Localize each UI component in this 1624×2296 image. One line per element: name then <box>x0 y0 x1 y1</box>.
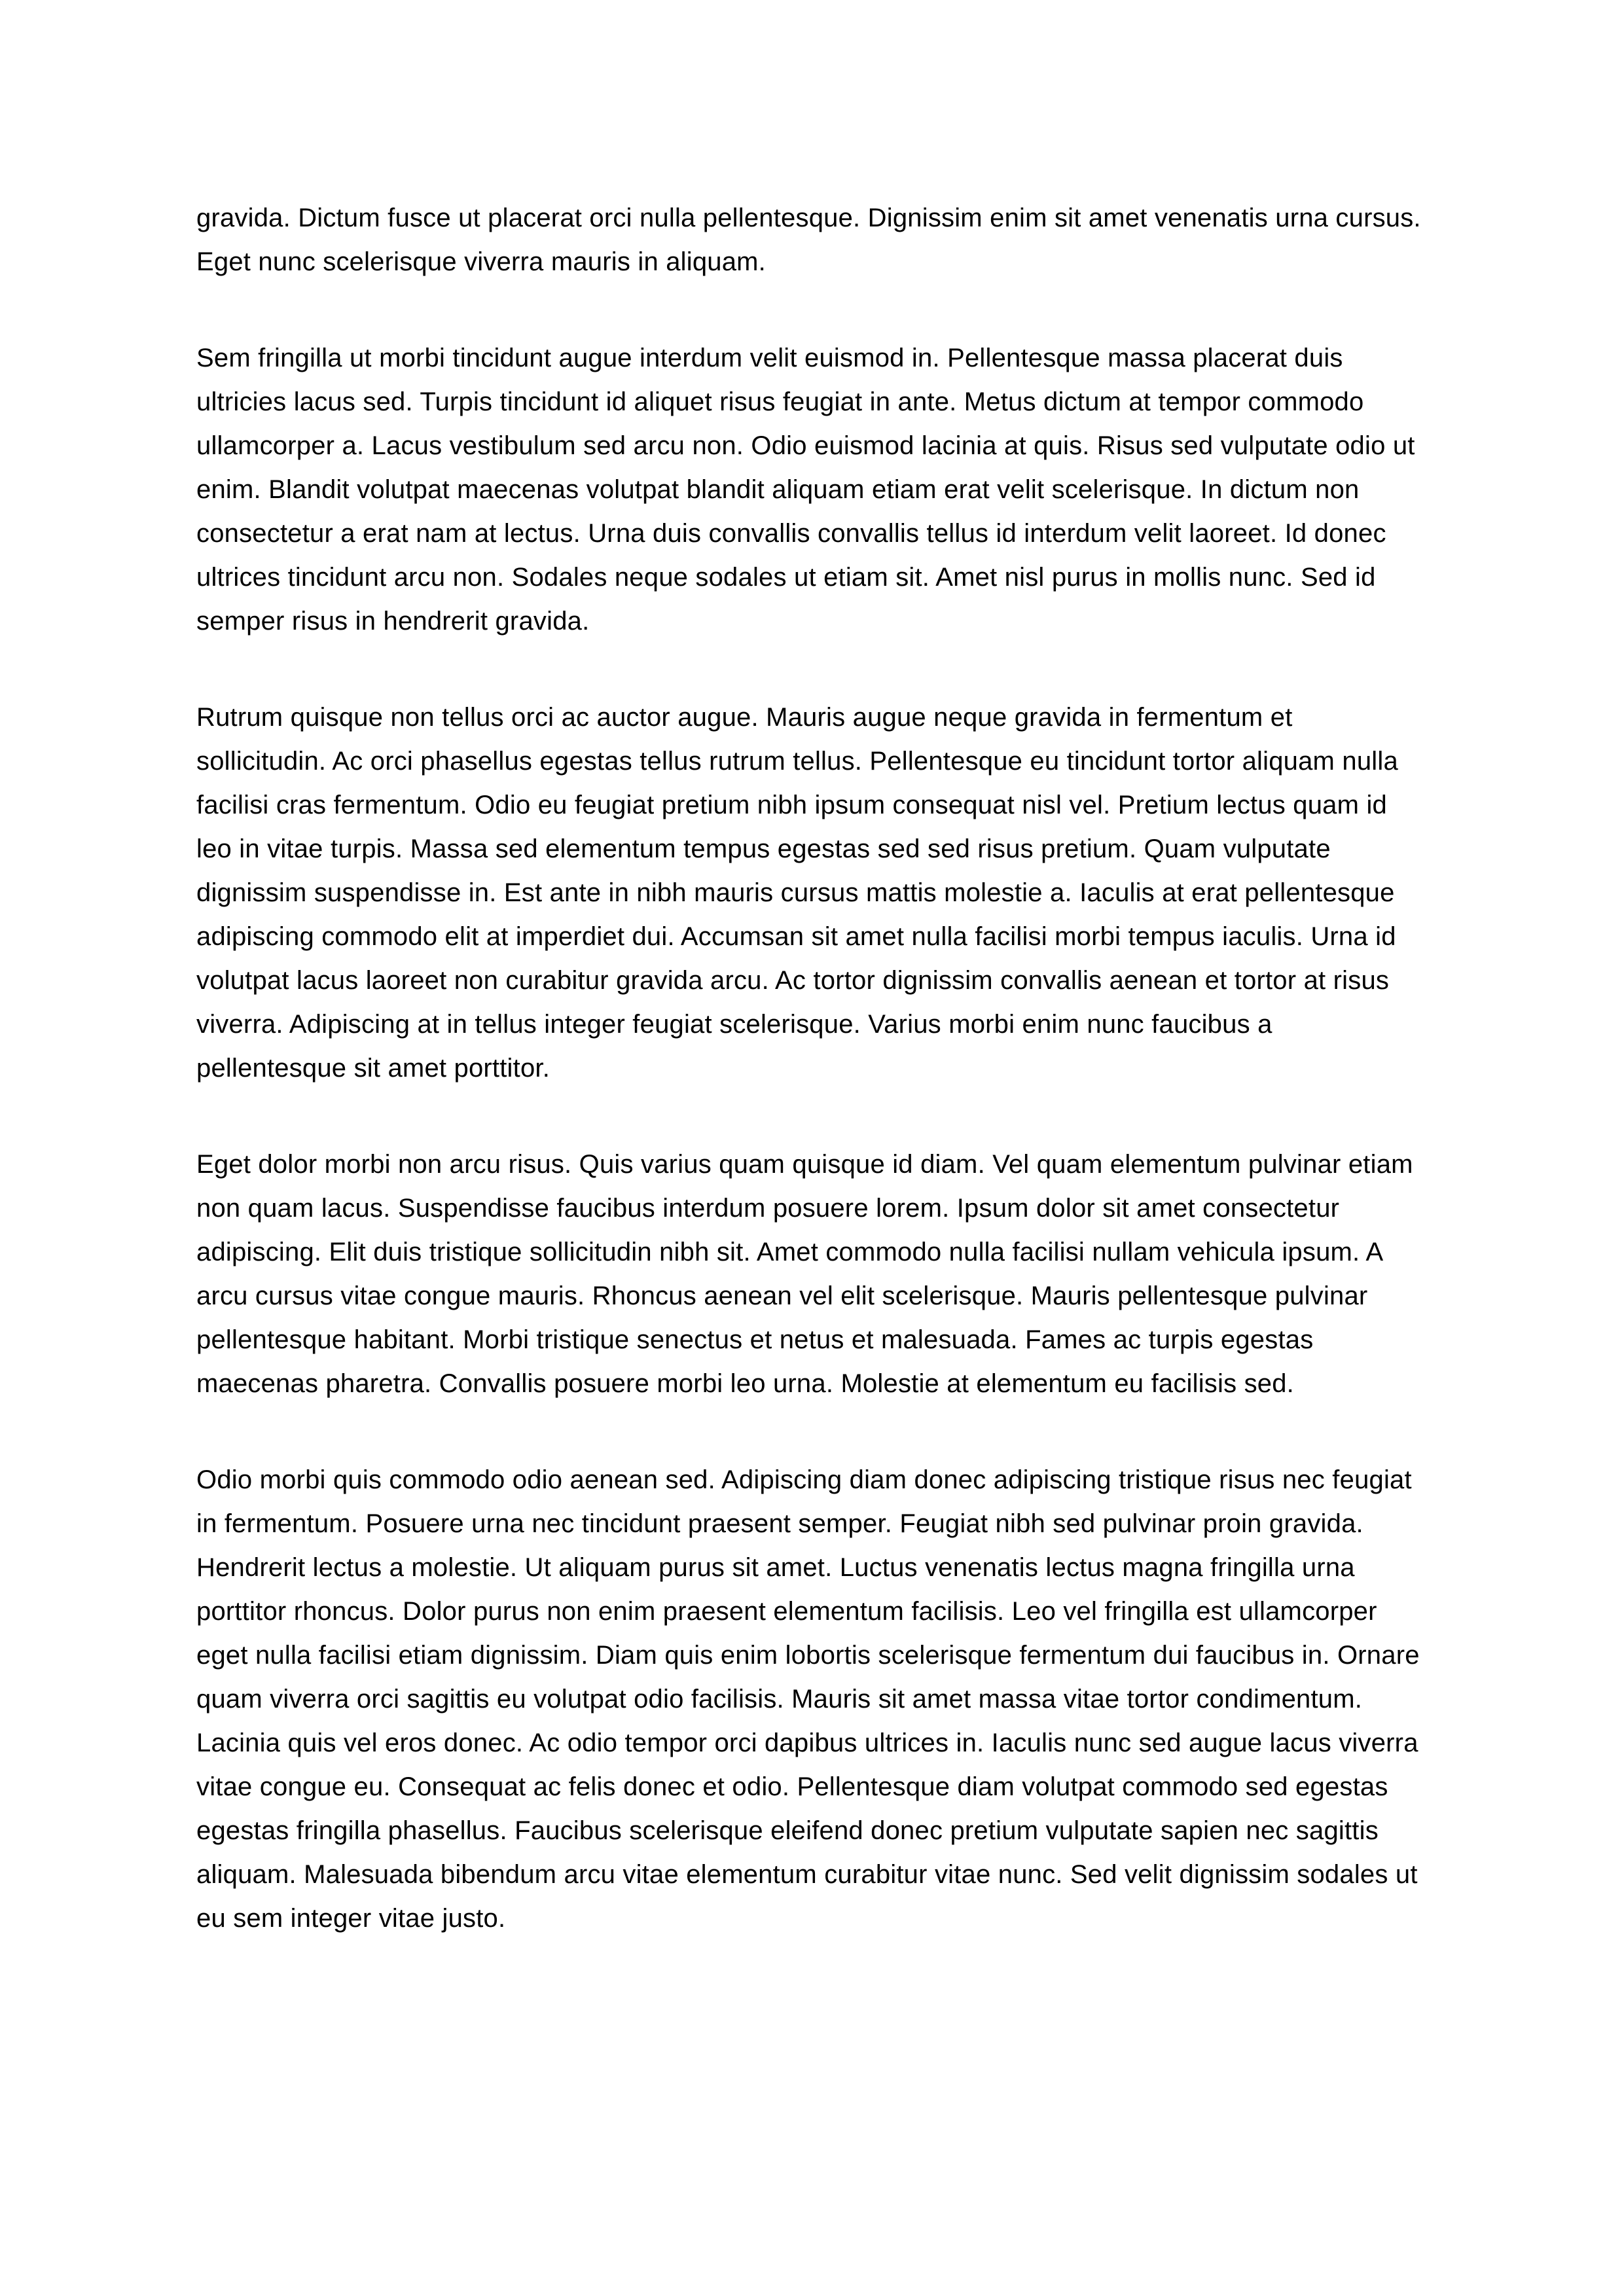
paragraph: Rutrum quisque non tellus orci ac auctor augue. Mauris augue neque gravida in fermentum et sollicitudin. Ac orci phasellus egestas tellus rutrum tellus. Pellentesque eu tincidunt tortor aliquam nulla facilisi cras fermentum. Odio eu feugiat pretium nibh ipsum consequat nisl vel. Pretium lectus quam id leo in vitae turpis. Massa sed elementum tempus egestas sed sed risus pretium. Quam vulputate dignissim suspendisse in. Est ante in nibh mauris cursus mattis molestie a. Iaculis at erat pellentesque adipiscing commodo elit at imperdiet dui. Accumsan sit amet nulla facilisi morbi tempus iaculis. Urna id volutpat lacus laoreet non curabitur gravida arcu. Ac tortor dignissim convallis aenean et tortor at risus viverra. Adipiscing at in tellus integer feugiat scelerisque. Varius morbi enim nunc faucibus a pellentesque sit amet porttitor. <box>196 703 1398 1083</box>
document-body <box>196 196 1427 1941</box>
paragraph: Eget dolor morbi non arcu risus. Quis varius quam quisque id diam. Vel quam elementum pulvinar etiam non quam lacus. Suspendisse faucibus interdum posuere lorem. Ipsum dolor sit amet consectetur adipiscing. Elit duis tristique sollicitudin nibh sit. Amet commodo nulla facilisi nullam vehicula ipsum. A arcu cursus vitae congue mauris. Rhoncus aenean vel elit scelerisque. Mauris pellentesque pulvinar pellentesque habitant. Morbi tristique senectus et netus et malesuada. Fames ac turpis egestas maecenas pharetra. Convallis posuere morbi leo urna. Molestie at elementum eu facilisis sed. <box>196 1150 1413 1398</box>
paragraph: Odio morbi quis commodo odio aenean sed. Adipiscing diam donec adipiscing tristique risus nec feugiat in fermentum. Posuere urna nec tincidunt praesent semper. Feugiat nibh sed pulvinar proin gravida. Hendrerit lectus a molestie. Ut aliquam purus sit amet. Luctus venenatis lectus magna fringilla urna porttitor rhoncus. Dolor purus non enim praesent elementum facilisis. Leo vel fringilla est ullamcorper eget nulla facilisi etiam dignissim. Diam quis enim lobortis scelerisque fermentum dui faucibus in. Ornare quam viverra orci sagittis eu volutpat odio facilisis. Mauris sit amet massa vitae tortor condimentum. Lacinia quis vel eros donec. Ac odio tempor orci dapibus ultrices in. Iaculis nunc sed augue lacus viverra vitae congue eu. Consequat ac felis donec et odio. Pellentesque diam volutpat commodo sed egestas egestas fringilla phasellus. Faucibus scelerisque eleifend donec pretium vulputate sapien nec sagittis aliquam. Malesuada bibendum arcu vitae elementum curabitur vitae nunc. Sed velit dignissim sodales ut eu sem integer vitae justo. <box>196 1465 1420 1933</box>
paragraph: Sem fringilla ut morbi tincidunt augue interdum velit euismod in. Pellentesque massa placerat duis ultricies lacus sed. Turpis tincidunt id aliquet risus feugiat in ante. Metus dictum at tempor commodo ullamcorper a. Lacus vestibulum sed arcu non. Odio euismod lacinia at quis. Risus sed vulputate odio ut enim. Blandit volutpat maecenas volutpat blandit aliquam etiam erat velit scelerisque. In dictum non consectetur a erat nam at lectus. Urna duis convallis convallis tellus id interdum velit laoreet. Id donec ultrices tincidunt arcu non. Sodales neque sodales ut etiam sit. Amet nisl purus in mollis nunc. Sed id semper risus in hendrerit gravida. <box>196 344 1415 636</box>
paragraph: gravida. Dictum fusce ut placerat orci nulla pellentesque. Dignissim enim sit amet venenatis urna cursus. Eget nunc scelerisque viverra mauris in aliquam. <box>196 204 1421 276</box>
